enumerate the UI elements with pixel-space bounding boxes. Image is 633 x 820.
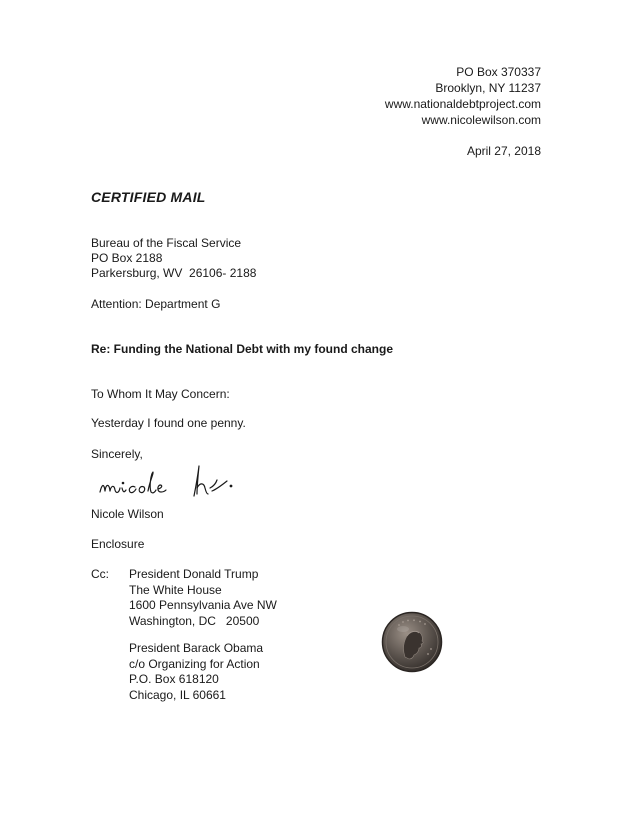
cc-recipient-line: P.O. Box 618120 — [129, 672, 219, 686]
sender-website-personal: www.nicolewilson.com — [421, 113, 541, 127]
penny-coin-image — [381, 611, 443, 673]
sender-city: Brooklyn, NY 11237 — [435, 81, 541, 95]
salutation: To Whom It May Concern: — [91, 387, 230, 401]
cc-recipient-line: President Barack Obama — [129, 641, 264, 655]
cc-recipient-line: c/o Organizing for Action — [129, 656, 260, 671]
enclosure-note: Enclosure — [91, 537, 145, 551]
recipient-po-box: PO Box 2188 — [91, 251, 163, 265]
closing: Sincerely, — [91, 447, 143, 461]
cc-recipient-line: The White House — [129, 582, 222, 597]
cc-recipient-line: Chicago, IL 60661 — [129, 687, 226, 702]
cc-recipient-block — [129, 567, 277, 629]
sender-website-national-debt: www.nationaldebtproject.com — [384, 97, 541, 111]
cc-recipient-block — [129, 641, 263, 703]
cc-label: Cc: — [91, 567, 109, 581]
recipient-address — [91, 236, 256, 281]
handwritten-signature — [96, 458, 246, 503]
letter-date: April 27, 2018 — [466, 144, 541, 158]
cc-recipient-line: Washington, DC 20500 — [129, 613, 260, 628]
cc-recipient-line: 1600 Pennsylvania Ave NW — [129, 598, 277, 612]
attention-line: Attention: Department G — [91, 297, 221, 311]
sender-po-box: PO Box 370337 — [456, 65, 541, 79]
signer-name: Nicole Wilson — [91, 507, 164, 521]
letter-body: Yesterday I found one penny. — [91, 416, 246, 430]
recipient-name: Bureau of the Fiscal Service — [91, 236, 242, 250]
subject-line: Re: Funding the National Debt with my found change — [91, 342, 393, 356]
cc-recipient-line: President Donald Trump — [129, 567, 259, 581]
recipient-city: Parkersburg, WV 26106- 2188 — [91, 266, 257, 280]
sender-address — [385, 64, 541, 128]
certified-mail-heading: CERTIFIED MAIL — [91, 189, 206, 205]
